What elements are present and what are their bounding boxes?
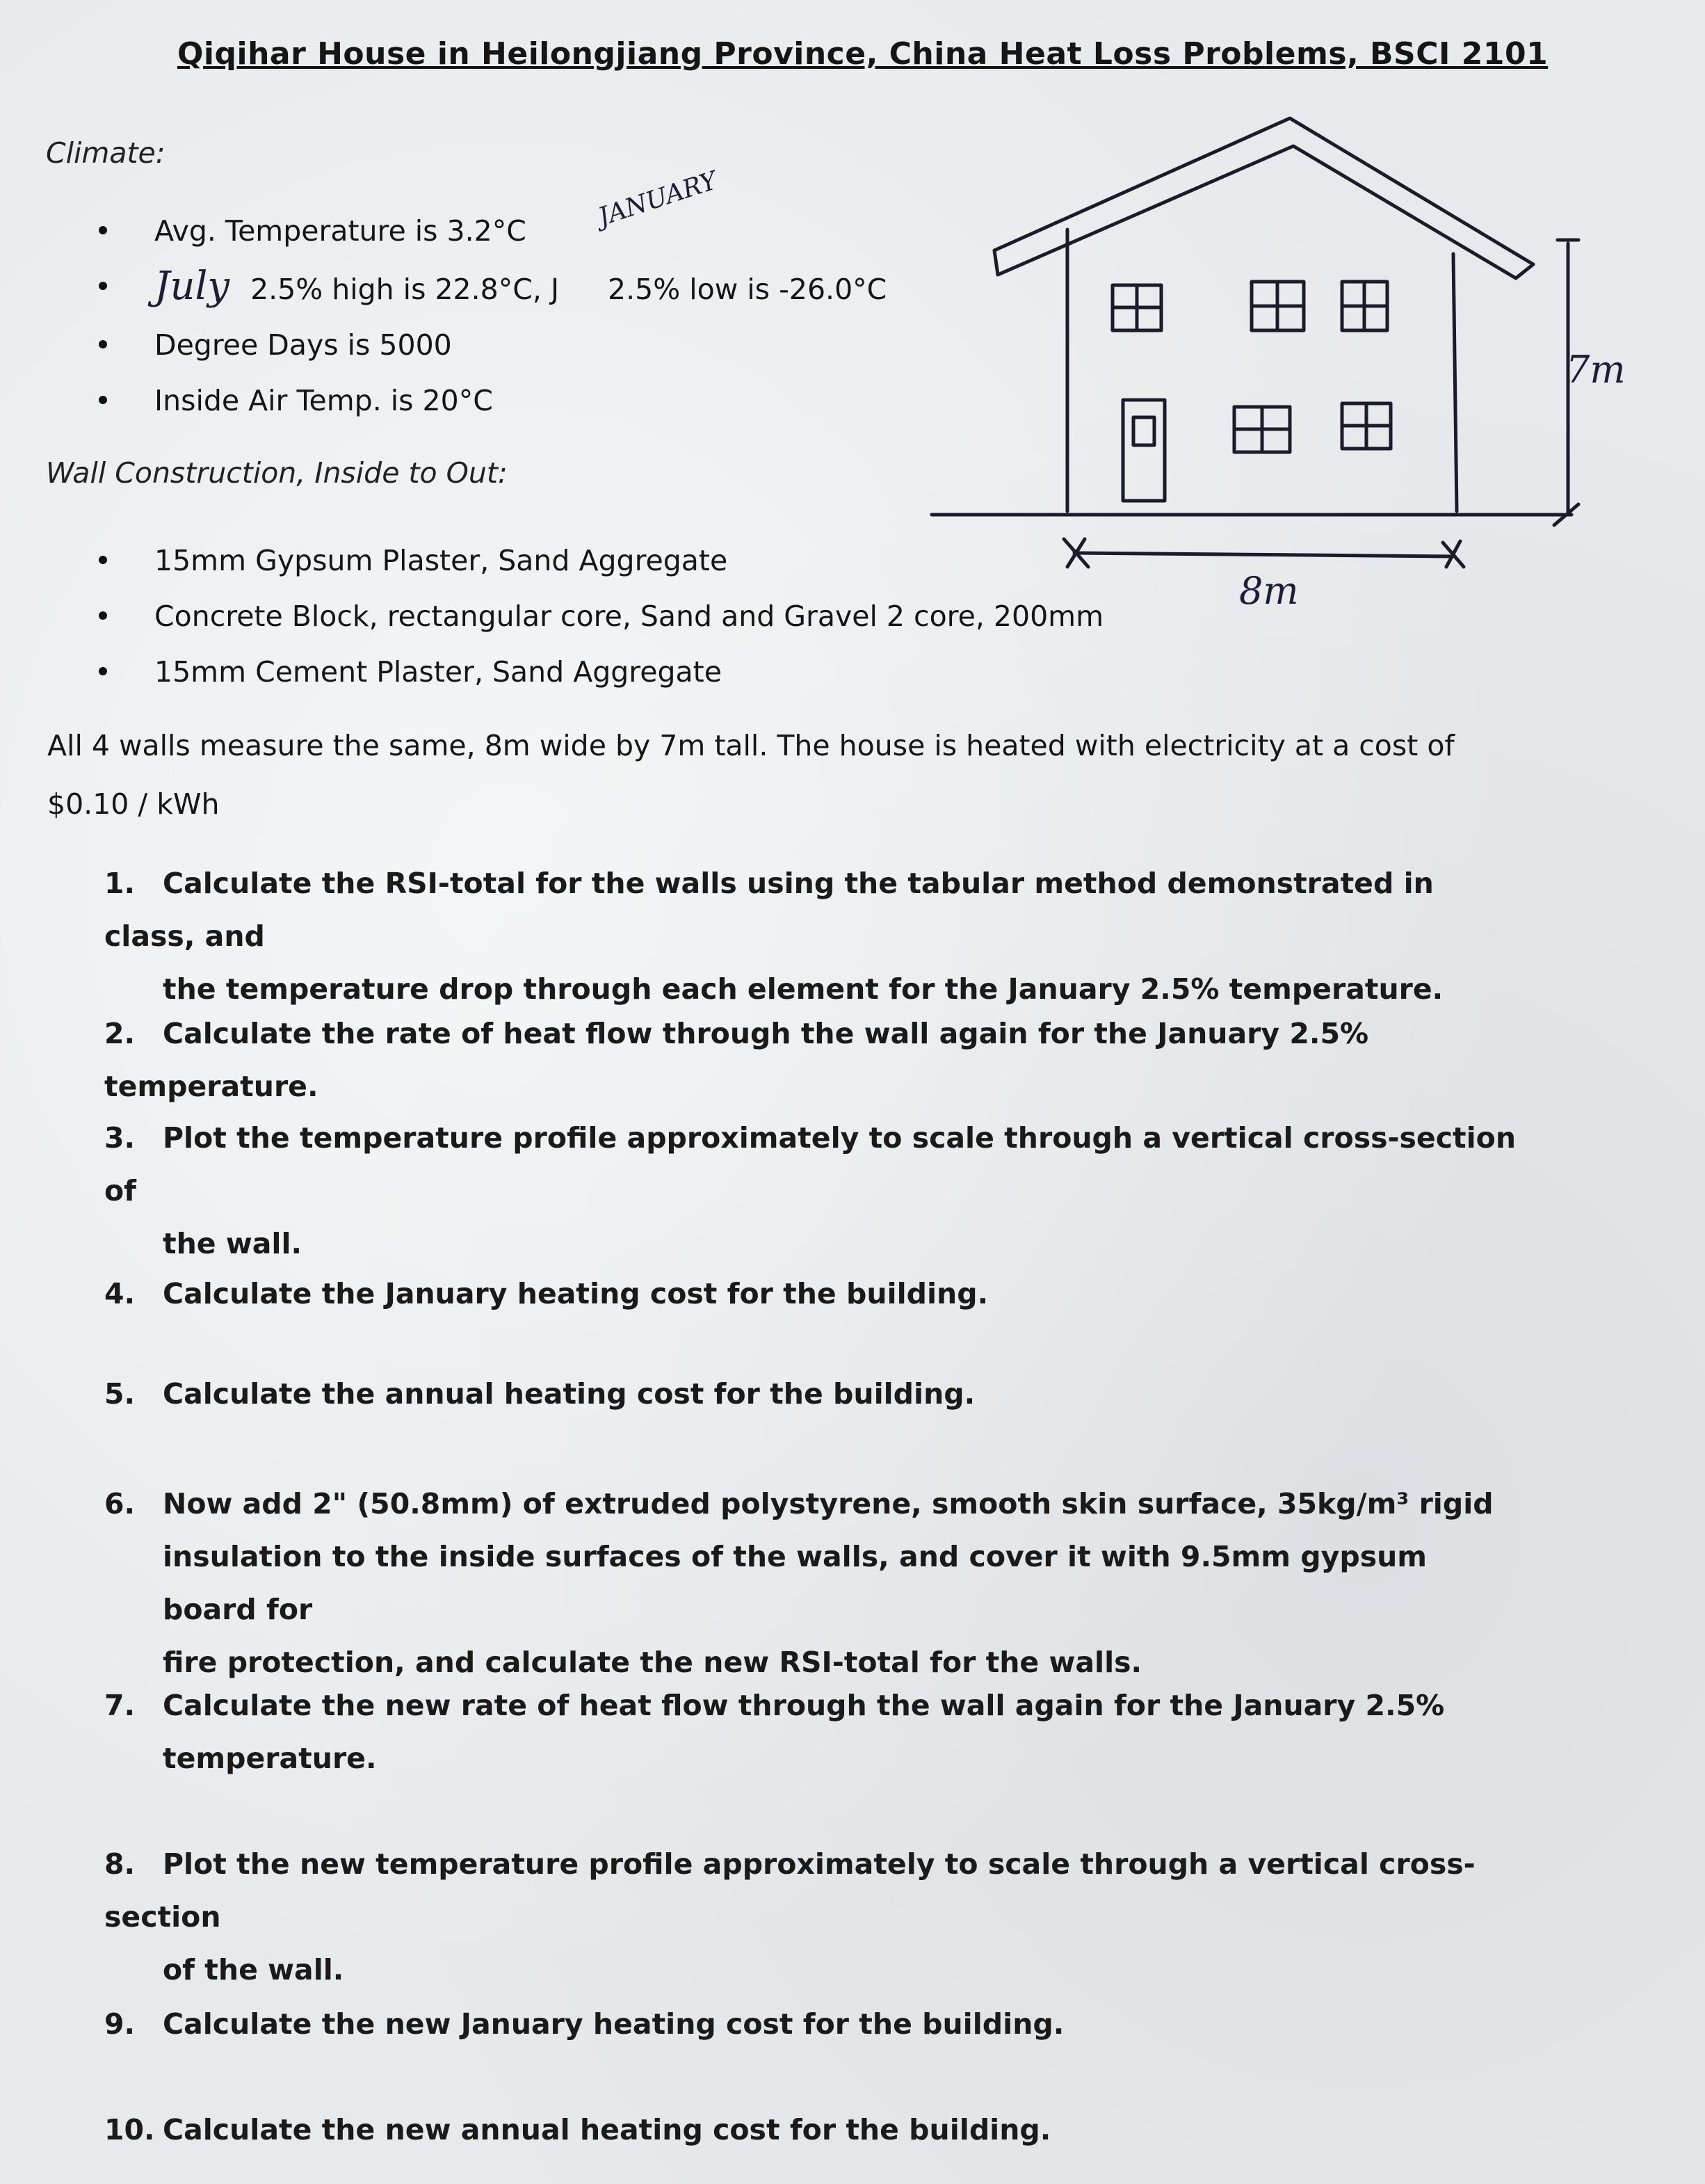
climate-heading: Climate: bbox=[46, 136, 165, 170]
window-lower-right bbox=[1342, 403, 1391, 449]
climate-item-degree-days: Degree Days is 5000 bbox=[0, 317, 887, 373]
door bbox=[1123, 400, 1165, 501]
climate-item-avg-temp: Avg. Temperature is 3.2°C bbox=[0, 203, 887, 259]
january-handwritten: JANUARY bbox=[595, 166, 721, 232]
width-label: 8m bbox=[1239, 569, 1299, 613]
wall-item-gypsum: 15mm Gypsum Plaster, Sand Aggregate bbox=[0, 533, 1104, 588]
july-handwritten: July bbox=[154, 264, 230, 309]
question-8: 8. Plot the new temperature profile approximately to scale through a vertical cross-section of the wall. bbox=[104, 1847, 1476, 1986]
window-upper-right bbox=[1342, 282, 1387, 330]
climate-item-inside-temp: Inside Air Temp. is 20°C bbox=[0, 373, 887, 428]
wall-item-cement: 15mm Cement Plaster, Sand Aggregate bbox=[0, 644, 1104, 700]
window-lower-middle bbox=[1234, 407, 1290, 452]
question-3: 3. Plot the temperature profile approximately to scale through a vertical cross-section of the wall. bbox=[104, 1121, 1517, 1260]
wall-heading: Wall Construction, Inside to Out: bbox=[46, 456, 508, 490]
question-5: 5. Calculate the annual heating cost for the building. bbox=[104, 1377, 976, 1411]
right-wall-line bbox=[1453, 254, 1457, 511]
wall-item-concrete: Concrete Block, rectangular core, Sand and Gravel 2 core, 200mm bbox=[0, 588, 1104, 644]
window-upper-left bbox=[1113, 285, 1161, 330]
house-sketch bbox=[918, 104, 1655, 633]
climate-item-design-temps: July 2.5% high is 22.8°C, J 2.5% low is -26.0°C bbox=[0, 259, 887, 317]
document-title: Qiqihar House in Heilongjiang Province, China Heat Loss Problems, BSCI 2101 bbox=[177, 36, 1549, 72]
climate-list bbox=[0, 203, 887, 428]
question-7: 7. Calculate the new rate of heat flow through the wall again for the January 2.5% temperature. bbox=[104, 1689, 1445, 1775]
width-dimension-tick-right bbox=[1443, 541, 1464, 567]
question-4: 4. Calculate the January heating cost for the building. bbox=[104, 1277, 989, 1310]
description-paragraph: All 4 walls measure the same, 8m wide by 7m tall. The house is heated with electricity at a cost of $0.10 / kWh bbox=[47, 729, 1455, 821]
question-10: 10. Calculate the new annual heating cost for the building. bbox=[104, 2113, 1051, 2146]
january-low-text: 2.5% low is -26.0°C bbox=[608, 273, 887, 306]
height-label: 7m bbox=[1566, 348, 1626, 392]
window-upper-middle bbox=[1252, 282, 1304, 330]
question-1: 1. Calculate the RSI-total for the walls using the tabular method demonstrated in class, and the temperature drop through each element for the January 2.5% temperature. bbox=[104, 867, 1444, 1006]
question-2: 2. Calculate the rate of heat flow through the wall again for the January 2.5% temperature. bbox=[104, 1017, 1369, 1103]
question-6: 6. Now add 2" (50.8mm) of extruded polystyrene, smooth skin surface, 35kg/m³ rigid insulation to the inside surfaces of the walls, and cover it with 9.5mm gypsum board for fire protection, and calculate the new RSI-total for the walls. bbox=[104, 1487, 1494, 1679]
width-dimension-line bbox=[1074, 553, 1453, 556]
question-9: 9. Calculate the new January heating cost for the building. bbox=[104, 2007, 1065, 2041]
